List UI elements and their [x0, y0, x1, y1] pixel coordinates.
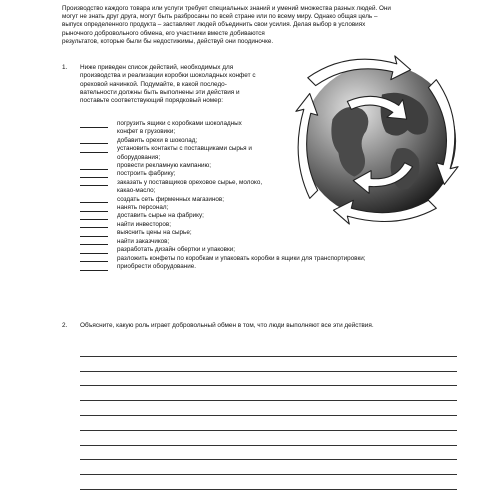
- list-item-text: найти инвесторов;: [117, 220, 171, 228]
- intro-paragraph: [62, 5, 434, 46]
- order-number-blank[interactable]: [80, 221, 108, 229]
- list-item-text: погрузить ящики с коробками шоколадных: [117, 120, 242, 127]
- order-number-blank[interactable]: [80, 137, 108, 145]
- order-number-blank[interactable]: [80, 162, 108, 170]
- list-item-text: заказать у поставщиков ореховое сырье, молоко,: [117, 178, 263, 186]
- list-item: [80, 137, 440, 145]
- list-item: [80, 229, 440, 237]
- intro-line: Производство каждого товара или услуги требует специальных знаний и умений множества разных людей. Они: [62, 5, 391, 12]
- list-item-text: оборудования;: [117, 153, 161, 161]
- list-item-text: разработать дизайн обертки и упаковки;: [117, 246, 236, 254]
- answer-line[interactable]: [80, 372, 457, 387]
- list-item: [80, 120, 440, 128]
- order-number-blank[interactable]: [80, 170, 108, 178]
- list-item: [80, 255, 440, 263]
- answer-line[interactable]: [80, 475, 457, 490]
- intro-line: рыночного добровольного обмена, его участники вместе добиваются: [62, 29, 265, 37]
- order-number-blank[interactable]: [80, 212, 108, 220]
- list-item-text: добавить орехи в шоколад;: [117, 136, 198, 144]
- list-item-text: разложить конфеты по коробкам и упаковать коробки в ящики для транспортировки;: [117, 254, 366, 262]
- list-item-text: провести рекламную кампанию;: [117, 162, 212, 170]
- order-number-blank[interactable]: [80, 255, 108, 263]
- answer-line[interactable]: [80, 357, 457, 372]
- answer-line[interactable]: [80, 460, 457, 475]
- list-item-text: установить контакты с поставщиками сырья и: [117, 145, 252, 153]
- list-item: [80, 145, 440, 153]
- question-1-line: производства и реализации коробки шоколадных конфет с: [80, 72, 256, 80]
- answer-line[interactable]: [80, 342, 457, 357]
- list-item: [80, 179, 440, 187]
- question-1-line: поставьте соответствующий порядковый номер:: [80, 97, 224, 105]
- list-item-text: найти заказчиков;: [117, 237, 170, 245]
- list-item: [80, 196, 440, 204]
- question-2-number: 2.: [62, 322, 68, 329]
- order-number-blank[interactable]: [80, 204, 108, 212]
- intro-line: результатов, которые были бы недостижимы, действуй они поодиночке.: [62, 37, 274, 45]
- list-item-text: создать сеть фирменных магазинов;: [117, 195, 225, 203]
- list-item-continuation: [80, 154, 440, 162]
- order-number-blank[interactable]: [80, 196, 108, 204]
- order-number-blank[interactable]: [80, 263, 108, 271]
- list-item-continuation: [80, 128, 440, 136]
- question-1-line: ореховой начинкой. Подумайте, в какой последо-: [80, 80, 227, 88]
- list-item: [80, 212, 440, 220]
- list-item: [80, 170, 440, 178]
- list-item-text: приобрести оборудование.: [117, 262, 197, 270]
- order-number-blank[interactable]: [80, 246, 108, 254]
- actions-list: [80, 120, 440, 271]
- answer-line[interactable]: [80, 431, 457, 446]
- list-item-text: построить фабрику;: [117, 170, 176, 178]
- question-1-prompt: [80, 64, 298, 105]
- list-item: [80, 221, 440, 229]
- list-item-text: доставить сырье на фабрику;: [117, 212, 204, 220]
- list-item-text: конфет в грузовики;: [117, 128, 176, 136]
- intro-line: выпуск определенного продукта – заставляет людей объединить свои усилия. Делая выбор в условиях: [62, 21, 366, 29]
- order-number-blank[interactable]: [80, 238, 108, 246]
- answer-line[interactable]: [80, 386, 457, 401]
- list-item-text: нанять персонал;: [117, 204, 169, 212]
- answer-line[interactable]: [80, 416, 457, 431]
- order-number-blank[interactable]: [80, 145, 108, 153]
- order-number-blank[interactable]: [80, 120, 108, 128]
- question-1-number: 1.: [62, 64, 68, 71]
- intro-line: могут не знать друг друга, могут быть разбросаны по всей стране или по всему миру. Однако общая цель –: [62, 13, 378, 21]
- order-number-blank[interactable]: [80, 179, 108, 187]
- answer-lines: [80, 342, 457, 490]
- list-item-text: выяснить цены на сырье;: [117, 229, 192, 237]
- list-item-text: какао-масло;: [117, 187, 156, 195]
- list-item: [80, 263, 440, 271]
- list-item-continuation: [80, 187, 440, 195]
- question-1-line: вательности должны быть выполнены эти действия и: [80, 88, 240, 96]
- order-number-blank[interactable]: [80, 229, 108, 237]
- list-item: [80, 246, 440, 254]
- question-2-prompt: Объясните, какую роль играет добровольный обмен в том, что люди выполняют все эти действия.: [80, 322, 374, 329]
- question-1-line: Ниже приведен список действий, необходимых для: [80, 64, 234, 71]
- answer-line[interactable]: [80, 401, 457, 416]
- list-item: [80, 238, 440, 246]
- answer-line[interactable]: [80, 446, 457, 461]
